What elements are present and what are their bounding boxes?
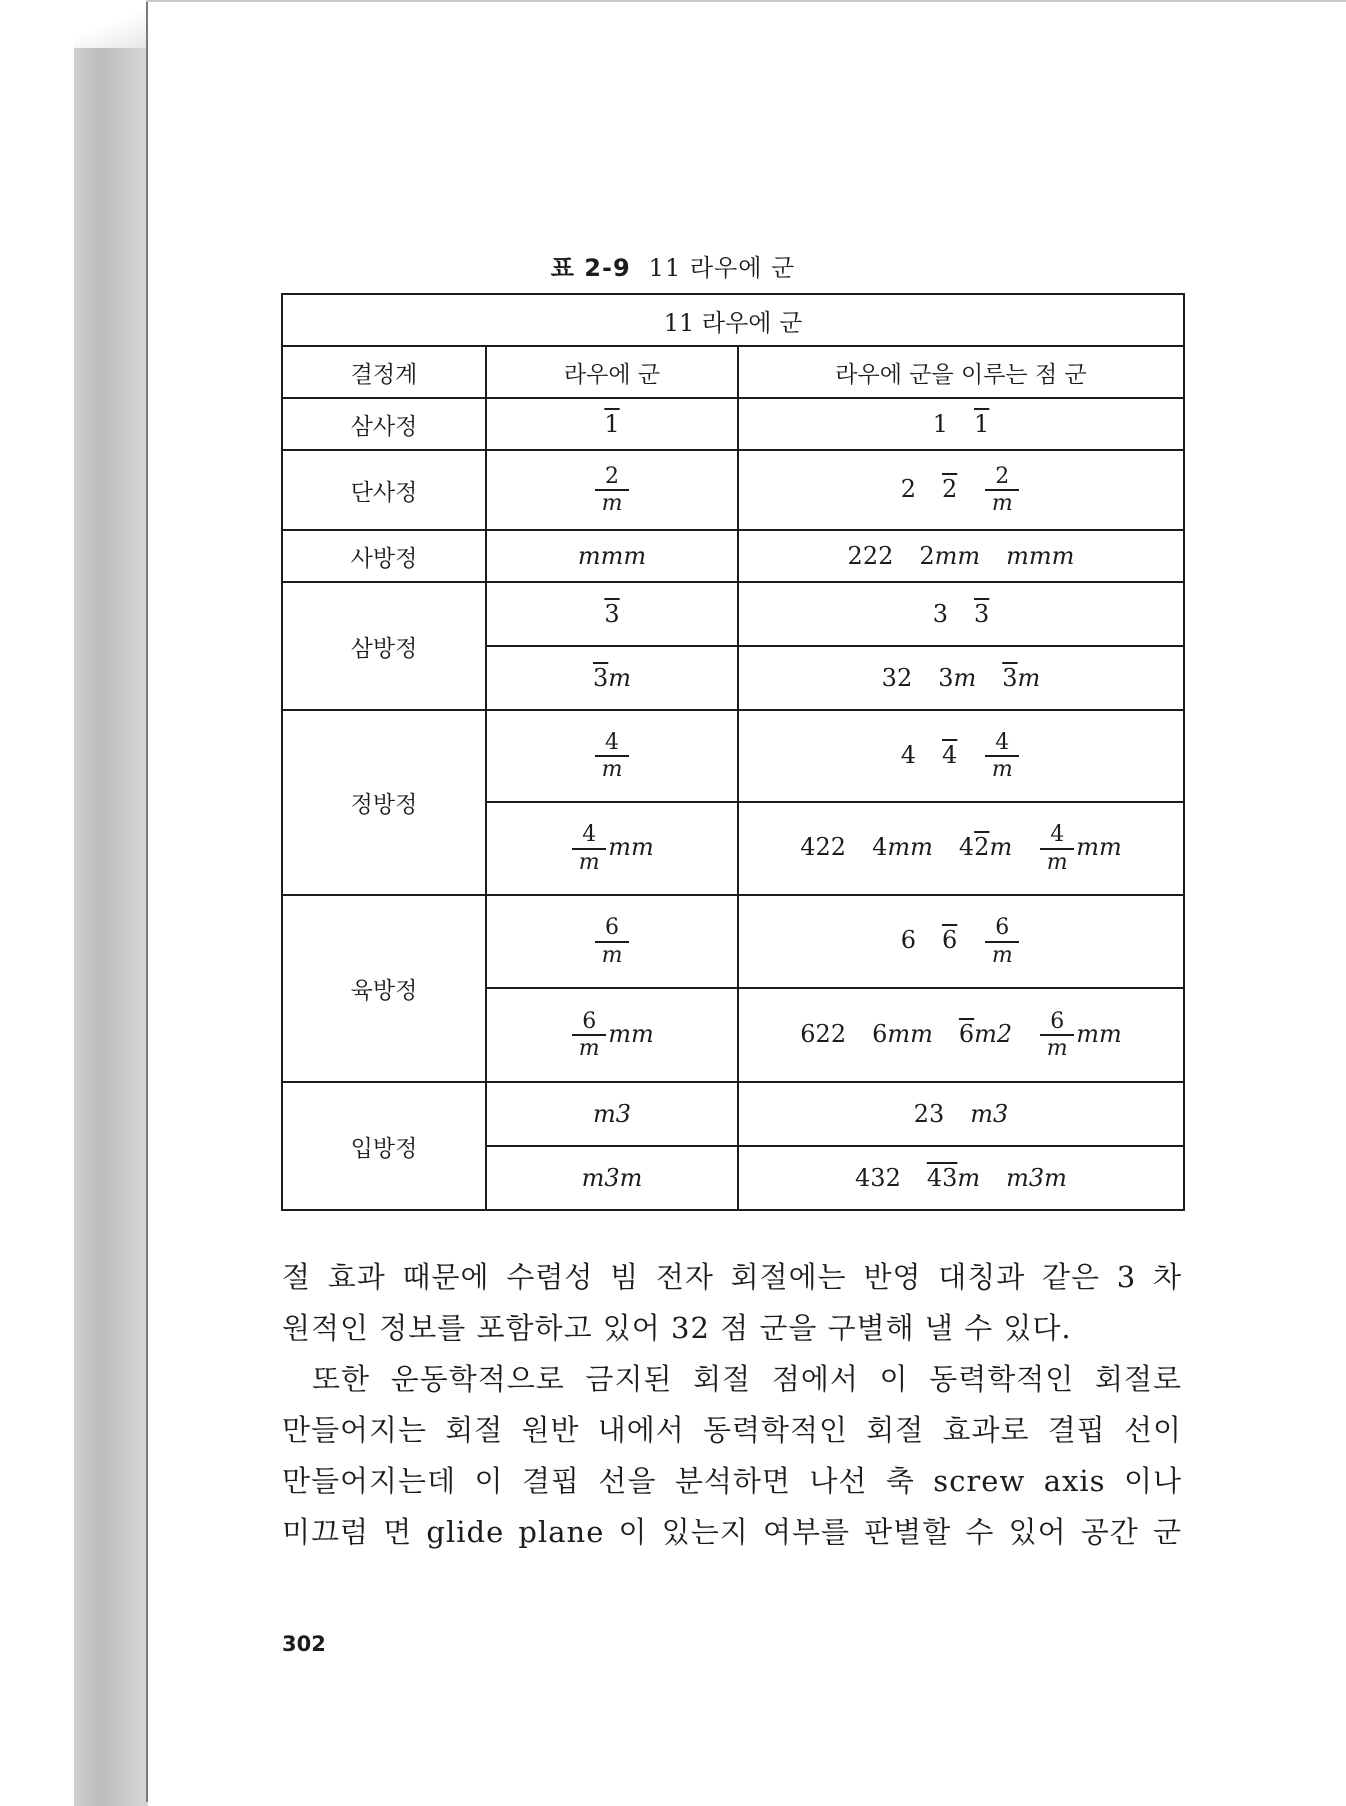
- symbol: 3: [604, 600, 620, 628]
- symbol: mmm: [1006, 542, 1075, 570]
- body-text: [282, 1252, 1182, 1558]
- laue-cell: m3m: [486, 1146, 738, 1210]
- point-groups-cell: 32 3m 3m: [738, 646, 1184, 710]
- table-title: 11 라우에 군: [282, 294, 1184, 346]
- symbol: 2: [900, 474, 916, 503]
- table-row: [282, 1082, 1184, 1146]
- laue-cell: [486, 450, 738, 530]
- laue-cell: $\frac{4}{m}$ mm: [486, 802, 738, 895]
- system-monoclinic: 단사정: [282, 450, 486, 530]
- fraction: $\frac{4}{m}$: [595, 730, 629, 783]
- symbol: mmm: [577, 542, 647, 570]
- body-line: 원적인 정보를 포함하고 있어 32 점 군을 구별해 낼 수 있다.: [282, 1311, 1072, 1345]
- fraction: $\frac{6}{m}$: [595, 915, 629, 968]
- page-number: 302: [282, 1632, 326, 1656]
- fraction: $\frac{2}{m}$: [595, 464, 629, 517]
- symbol: 1: [932, 410, 948, 438]
- book-spine-edge: [74, 0, 154, 48]
- table-caption-title: 11 라우에 군: [648, 254, 796, 282]
- point-groups-cell: 23 m3: [738, 1082, 1184, 1146]
- laue-cell: [486, 530, 738, 582]
- laue-cell: m3: [486, 1082, 738, 1146]
- table-caption-label: 표 2-9: [550, 254, 631, 282]
- laue-group-table: [281, 293, 1185, 1211]
- point-groups-cell: [738, 450, 1184, 530]
- point-groups-cell: 222 2mm mmm: [738, 530, 1184, 582]
- body-line: 만들어지는 회절 원반 내에서 동력학적인 회절 효과로 결핍 선이: [282, 1413, 1182, 1447]
- fraction: $\frac{6}{m}$: [1040, 1009, 1074, 1062]
- table-row: [282, 895, 1184, 988]
- body-line: 미끄럼 면 glide plane 이 있는지 여부를 판별할 수 있어 공간 군: [282, 1515, 1182, 1549]
- body-line: 만들어지는데 이 결핍 선을 분석하면 나선 축 screw axis 이나: [282, 1464, 1182, 1498]
- laue-cell: 3m: [486, 646, 738, 710]
- table-row: [282, 398, 1184, 450]
- fraction: $\frac{4}{m}$: [985, 730, 1019, 783]
- system-cubic: 입방정: [282, 1082, 486, 1210]
- laue-cell: [486, 398, 738, 450]
- point-groups-cell: 432 43m m3m: [738, 1146, 1184, 1210]
- system-hexagonal: 육방정: [282, 895, 486, 1082]
- system-tetragonal: 정방정: [282, 710, 486, 895]
- fraction: $\frac{6}{m}$: [985, 915, 1019, 968]
- point-groups-cell: [738, 398, 1184, 450]
- body-line: 또한 운동학적으로 금지된 회절 점에서 이 동력학적인 회절로: [312, 1362, 1182, 1396]
- laue-cell: [486, 895, 738, 988]
- laue-cell: [486, 710, 738, 802]
- table-header-row: [282, 346, 1184, 398]
- symbol: 1: [974, 410, 990, 438]
- symbol: 2: [942, 474, 958, 503]
- point-groups-cell: 4 4 $\frac{4}{m}$: [738, 710, 1184, 802]
- point-groups-cell: 622 6mm 6m2 $\frac{6}{m}$ mm: [738, 988, 1184, 1082]
- fraction: $\frac{6}{m}$: [572, 1009, 606, 1062]
- fraction: $\frac{4}{m}$: [1040, 822, 1074, 875]
- table-row: [282, 582, 1184, 646]
- header-point-groups: 라우에 군을 이루는 점 군: [738, 346, 1184, 398]
- system-orthorhombic: 사방정: [282, 530, 486, 582]
- fraction: $\frac{2}{m}$: [985, 464, 1019, 517]
- symbol: 222: [847, 542, 894, 570]
- table-caption: [0, 248, 1346, 283]
- header-crystal-system: 결정계: [282, 346, 486, 398]
- symbol: 1: [604, 410, 620, 438]
- table-title-row: [282, 294, 1184, 346]
- table-row: [282, 710, 1184, 802]
- table-row: [282, 530, 1184, 582]
- point-groups-cell: 422 4mm 42m $\frac{4}{m}$ mm: [738, 802, 1184, 895]
- point-groups-cell: 3 3: [738, 582, 1184, 646]
- body-line: 절 효과 때문에 수렴성 빔 전자 회절에는 반영 대칭과 같은 3 차: [282, 1260, 1182, 1294]
- point-groups-cell: 6 6 $\frac{6}{m}$: [738, 895, 1184, 988]
- laue-cell: $\frac{6}{m}$ mm: [486, 988, 738, 1082]
- header-laue-group: 라우에 군: [486, 346, 738, 398]
- system-triclinic: 삼사정: [282, 398, 486, 450]
- laue-cell: [486, 582, 738, 646]
- fraction: $\frac{4}{m}$: [572, 822, 606, 875]
- table-row: [282, 450, 1184, 530]
- system-trigonal: 삼방정: [282, 582, 486, 710]
